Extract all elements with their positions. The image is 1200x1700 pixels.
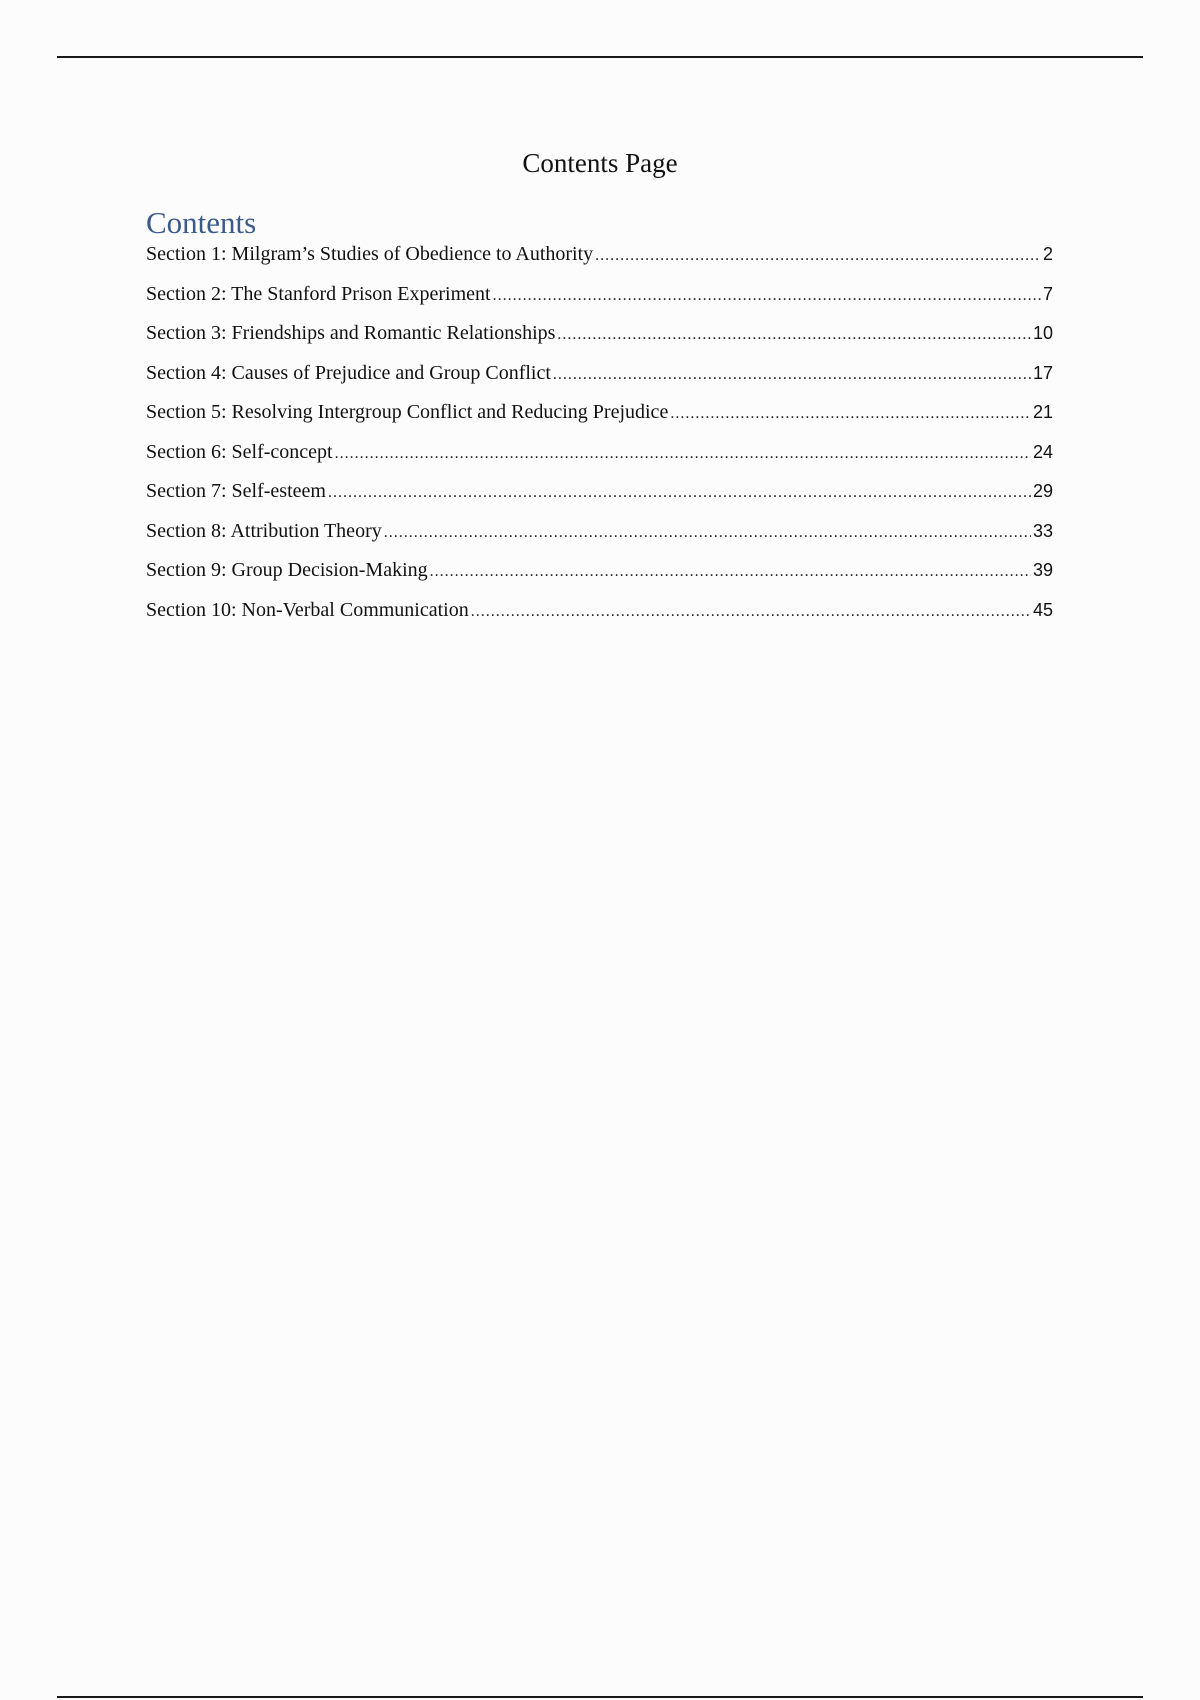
toc-entry-page-number: 2 bbox=[1042, 244, 1053, 264]
toc-entry-page-number: 21 bbox=[1032, 402, 1053, 422]
toc-entry-title: Section 1: Milgram’s Studies of Obedience to Authority bbox=[146, 243, 594, 265]
toc-dot-leader bbox=[328, 479, 1031, 507]
toc-entry-title: Section 7: Self-esteem bbox=[146, 480, 326, 502]
toc-entry-page-number: 17 bbox=[1032, 362, 1053, 383]
toc-entry-section-7[interactable] bbox=[146, 477, 1053, 517]
toc-entry-section-10[interactable] bbox=[146, 596, 1053, 636]
toc-entry-title: Section 10: Non-Verbal Communication bbox=[146, 598, 469, 621]
toc-entry-section-5[interactable] bbox=[146, 398, 1053, 438]
footer-rule bbox=[57, 1696, 1143, 1698]
toc-dot-leader bbox=[557, 321, 1031, 349]
toc-entry-page-number: 29 bbox=[1032, 481, 1053, 501]
toc-entry-title: Section 4: Causes of Prejudice and Group Conflict bbox=[146, 361, 551, 384]
toc-dot-leader bbox=[384, 519, 1031, 547]
toc-entry-page-number: 10 bbox=[1032, 323, 1053, 343]
toc-entry-page-number: 24 bbox=[1032, 441, 1053, 462]
toc-entry-title: Section 6: Self-concept bbox=[146, 440, 333, 463]
toc-entry-section-6[interactable] bbox=[146, 438, 1053, 478]
toc-entry-section-9[interactable] bbox=[146, 556, 1053, 596]
toc-dot-leader bbox=[670, 400, 1031, 428]
toc-entry-section-1[interactable] bbox=[146, 240, 1053, 280]
toc-entry-title: Section 5: Resolving Intergroup Conflict and Reducing Prejudice bbox=[146, 401, 669, 423]
toc-dot-leader bbox=[553, 361, 1031, 389]
toc-heading: Contents bbox=[146, 205, 257, 240]
toc-dot-leader bbox=[493, 282, 1041, 310]
toc-entry-page-number: 45 bbox=[1032, 599, 1053, 620]
toc-dot-leader bbox=[335, 440, 1031, 468]
toc-entry-section-2[interactable] bbox=[146, 280, 1053, 320]
toc-entry-section-3[interactable] bbox=[146, 319, 1053, 359]
toc-dot-leader bbox=[430, 558, 1031, 586]
toc-entry-page-number: 7 bbox=[1042, 283, 1053, 304]
toc-dot-leader bbox=[595, 242, 1041, 270]
toc-entry-page-number: 33 bbox=[1032, 520, 1053, 541]
page-title: Contents Page bbox=[522, 148, 678, 178]
toc-entry-title: Section 3: Friendships and Romantic Relationships bbox=[146, 322, 556, 344]
toc-entry-section-4[interactable] bbox=[146, 359, 1053, 399]
toc-entry-title: Section 8: Attribution Theory bbox=[146, 519, 382, 542]
toc-entry-title: Section 9: Group Decision-Making bbox=[146, 559, 428, 581]
table-of-contents bbox=[146, 240, 1053, 635]
toc-entry-page-number: 39 bbox=[1032, 560, 1053, 580]
header-rule bbox=[57, 56, 1143, 58]
toc-dot-leader bbox=[471, 598, 1031, 626]
toc-entry-section-8[interactable] bbox=[146, 517, 1053, 557]
toc-entry-title: Section 2: The Stanford Prison Experiment bbox=[146, 282, 491, 305]
